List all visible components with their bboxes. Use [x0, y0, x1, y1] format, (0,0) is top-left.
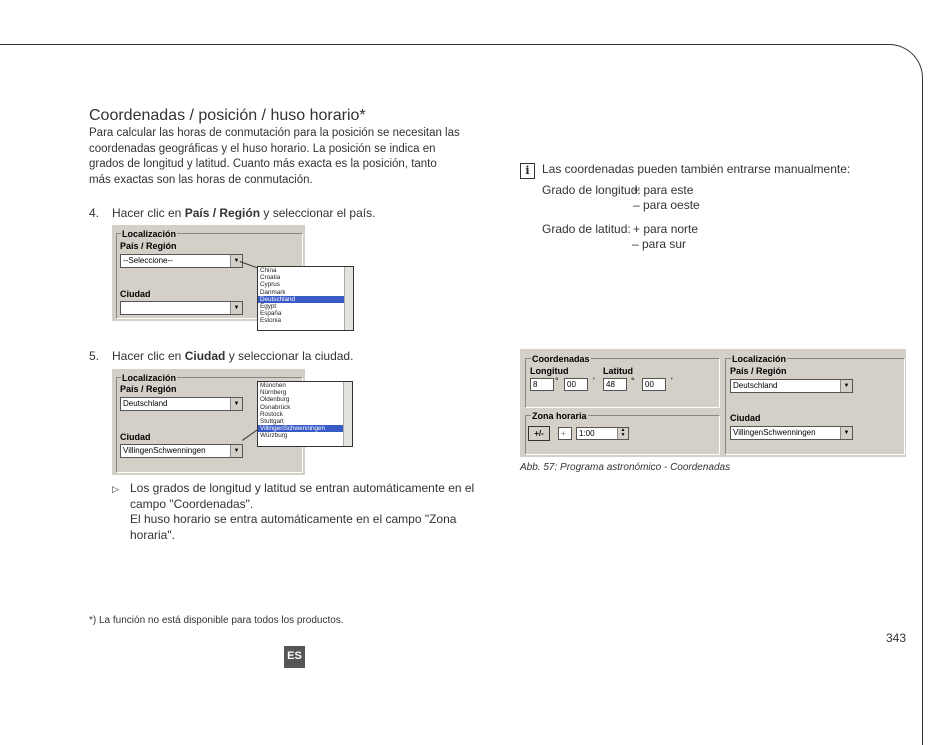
ciudad-label: Ciudad: [120, 289, 151, 299]
spinner-arrows-icon[interactable]: ▲ ▼: [617, 428, 628, 439]
coordenadas-label: Coordenadas: [532, 354, 590, 364]
pais-region-value: Deutschland: [123, 399, 168, 408]
scrollbar[interactable]: [343, 382, 352, 446]
lat-label: Grado de latitud:: [542, 222, 631, 236]
scrollbar[interactable]: [344, 267, 353, 330]
step-5: [89, 349, 353, 363]
zone-value: 1:00: [579, 429, 595, 438]
step-4-text-post: y seleccionar el país.: [260, 206, 376, 220]
dropdown-arrow-icon[interactable]: ▼: [840, 427, 852, 439]
ciudad-select[interactable]: [120, 301, 243, 315]
intro-paragraph: Para calcular las horas de conmutación para la posición se necesitan las coordenadas geográficas y el huso horario. La posición se indica en grados de longitud y latitud. Cuanto más exacta es la posición, tanto más exactas son las horas de conmutación.: [89, 127, 460, 186]
pais-region-select[interactable]: [120, 397, 243, 411]
lat-minus: – para sur: [632, 237, 687, 251]
city-dropdown-list[interactable]: [257, 381, 353, 447]
dropdown-arrow-icon[interactable]: ▼: [230, 255, 242, 267]
degree-symbol: °: [631, 376, 635, 386]
ciudad-select[interactable]: [120, 444, 243, 458]
ciudad-value: VillingenSchwenningen: [733, 428, 816, 437]
lon-plus: + para este: [633, 183, 694, 197]
minute-symbol: ': [593, 376, 595, 386]
language-tab[interactable]: ES: [284, 646, 305, 668]
pais-region-label: País / Región: [120, 384, 177, 394]
minute-symbol: ': [671, 376, 673, 386]
step-4: [89, 206, 375, 220]
country-option[interactable]: Deutschland: [258, 296, 344, 303]
degree-symbol: °: [555, 376, 559, 386]
country-option[interactable]: Cyprus: [260, 281, 280, 289]
latitud-label: Latitud: [603, 366, 633, 376]
zone-value-input[interactable]: [576, 427, 629, 440]
city-option[interactable]: Nürnberg: [260, 389, 287, 397]
pais-region-value: --Seleccione--: [123, 256, 173, 265]
step-5-text-pre: Hacer clic en: [112, 349, 185, 363]
dropdown-arrow-icon[interactable]: ▼: [230, 302, 242, 314]
ciudad-select[interactable]: [730, 426, 853, 440]
country-option[interactable]: España: [260, 310, 282, 318]
step-4-number: 4.: [89, 206, 100, 220]
step-4-text-pre: Hacer clic en: [112, 206, 185, 220]
pais-region-label: País / Región: [730, 366, 787, 376]
page-number: 343: [886, 631, 907, 645]
step-5-number: 5.: [89, 349, 100, 363]
section-heading: Coordenadas / posición / huso horario*: [89, 107, 366, 124]
country-dropdown-list[interactable]: [257, 266, 354, 331]
info-icon: i: [520, 163, 535, 179]
step-4-bold: País / Región: [184, 206, 261, 220]
city-option[interactable]: München: [260, 382, 286, 389]
country-option[interactable]: Egypt: [260, 303, 277, 311]
pais-region-select[interactable]: [120, 254, 243, 268]
longitud-degrees-input[interactable]: 8: [530, 378, 554, 391]
step-5-text-post: y seleccionar la ciudad.: [225, 349, 354, 363]
country-option[interactable]: China: [260, 267, 277, 274]
zona-horaria-label: Zona horaria: [532, 411, 587, 421]
lon-label: Grado de longitud:: [542, 183, 641, 197]
city-option[interactable]: Rostock: [260, 410, 283, 418]
city-option[interactable]: Osnabrück: [260, 403, 291, 411]
city-option[interactable]: Stuttgart: [260, 418, 284, 426]
plus-minus-button[interactable]: +/-: [528, 426, 550, 441]
pais-region-label: País / Región: [120, 241, 177, 251]
screenshot-coordinates: [520, 349, 906, 457]
footnote: *) La función no está disponible para todos los productos.: [89, 615, 344, 626]
latitud-degrees-input[interactable]: 48: [603, 378, 627, 391]
lat-plus: + para norte: [633, 222, 699, 236]
ciudad-label: Ciudad: [120, 432, 151, 442]
city-option[interactable]: VillingenSchwenningen: [258, 425, 343, 432]
country-option[interactable]: Danmark: [260, 288, 286, 296]
sign-field: +: [558, 427, 572, 440]
latitud-minutes-input[interactable]: 00: [642, 378, 666, 391]
dropdown-arrow-icon[interactable]: ▼: [230, 445, 242, 457]
ciudad-label: Ciudad: [730, 413, 761, 423]
bullet-line-2: El huso horario se entra automáticamente en el campo "Zona horaria".: [130, 512, 457, 542]
country-option[interactable]: Croatia: [260, 274, 281, 282]
dropdown-arrow-icon[interactable]: ▼: [840, 380, 852, 392]
pais-region-select[interactable]: [730, 379, 853, 393]
city-option[interactable]: Würzburg: [260, 432, 288, 440]
ciudad-value: VillingenSchwenningen: [123, 446, 206, 455]
localizacion-label: Localización: [732, 354, 787, 364]
longitud-label: Longitud: [530, 366, 569, 376]
triangle-bullet-icon: ▷: [112, 484, 119, 494]
figure-caption: Abb. 57: Programa astronómico - Coordenadas: [520, 462, 731, 473]
country-option[interactable]: Estonia: [260, 317, 282, 325]
lon-minus: – para oeste: [633, 198, 700, 212]
localizacion-label: Localización: [122, 373, 177, 383]
localizacion-label: Localización: [122, 229, 177, 239]
pais-region-value: Deutschland: [733, 381, 778, 390]
dropdown-arrow-icon[interactable]: ▼: [230, 398, 242, 410]
step-5-bold: Ciudad: [184, 349, 226, 363]
city-option[interactable]: Oldenburg: [260, 396, 290, 404]
longitud-minutes-input[interactable]: 00: [564, 378, 588, 391]
bullet-line-1: Los grados de longitud y latitud se entran automáticamente en el campo "Coordenadas".: [130, 481, 475, 511]
note-text: Las coordenadas pueden también entrarse manualmente:: [542, 162, 851, 176]
